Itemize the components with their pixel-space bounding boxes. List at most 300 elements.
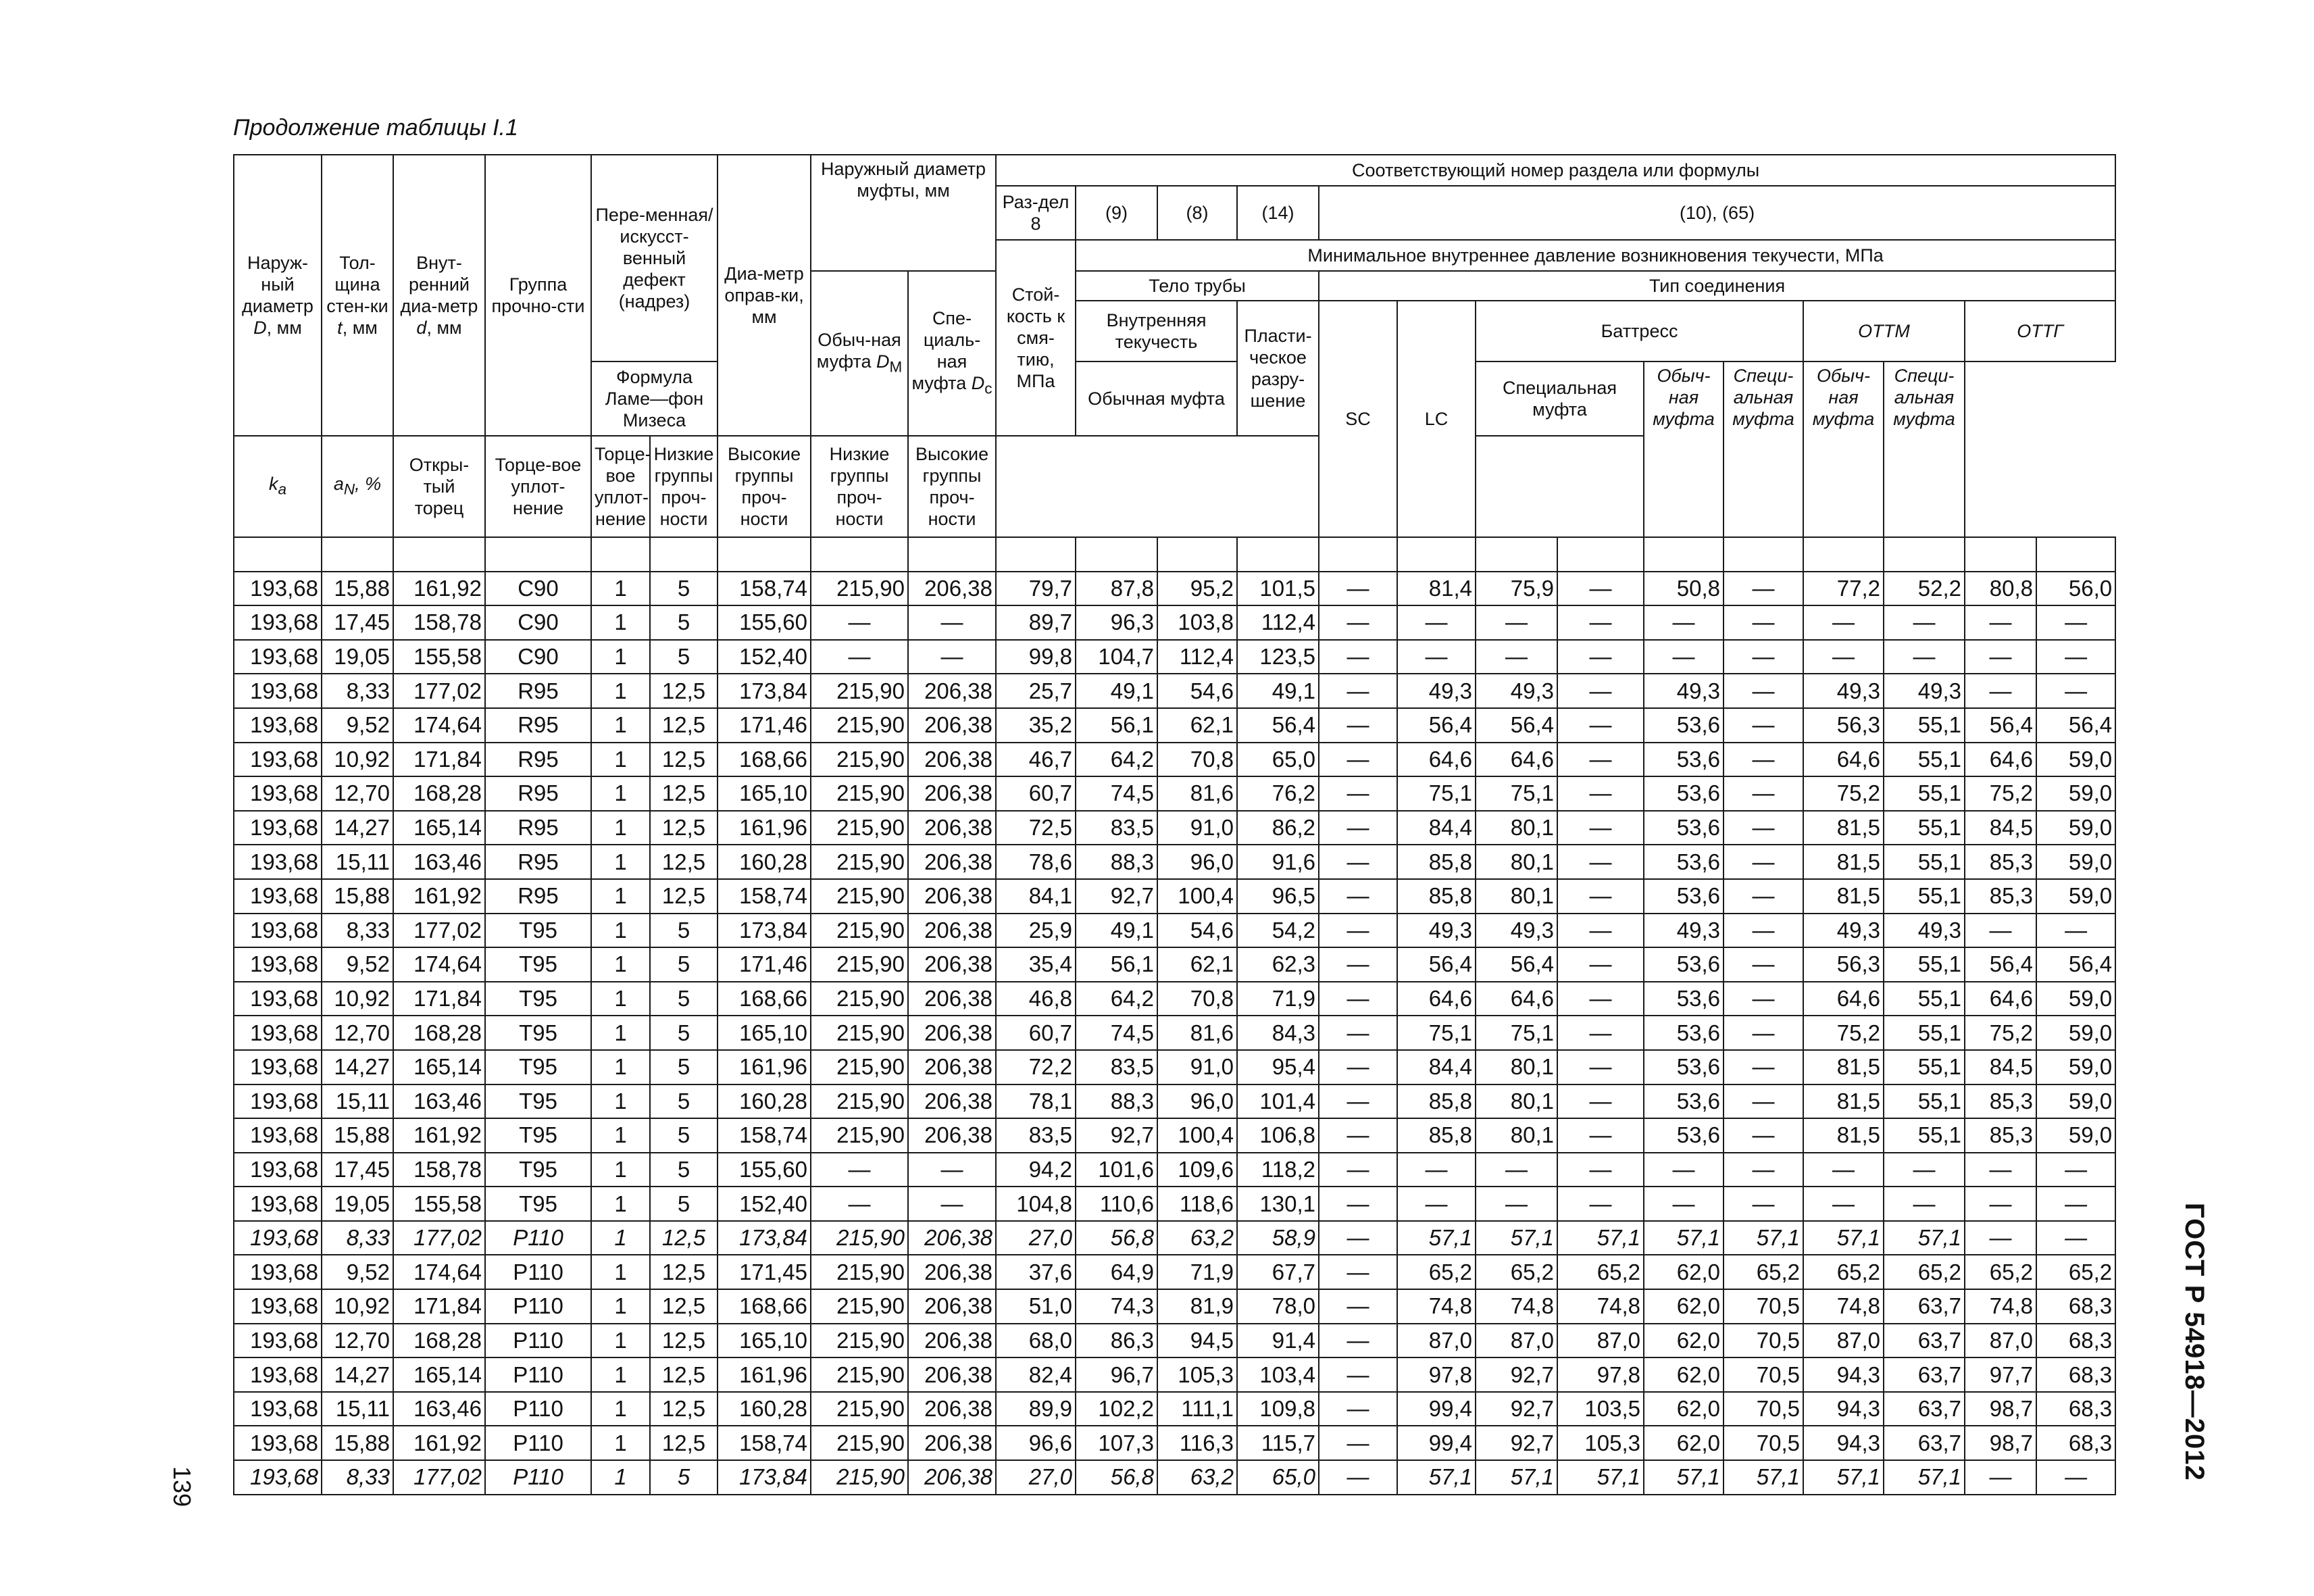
table-cell: 49,3 (1476, 674, 1557, 708)
table-cell: 74,8 (1965, 1289, 2036, 1324)
table-cell: 80,1 (1476, 1050, 1557, 1084)
table-cell: 152,40 (718, 1187, 811, 1221)
table-cell: 65,2 (1476, 1255, 1557, 1289)
table-cell: 56,4 (1476, 708, 1557, 743)
table-cell: — (1724, 811, 1803, 845)
header-ka: $k_a$ (234, 436, 322, 537)
table-cell: 68,0 (996, 1324, 1076, 1358)
table-cell: 19,05 (322, 1187, 393, 1221)
table-cell: 56,4 (1397, 947, 1476, 982)
table-row (234, 1187, 2115, 1221)
table-cell: 57,1 (1724, 1460, 1803, 1495)
table-cell: 63,2 (1157, 1221, 1237, 1255)
table-cell: 49,3 (1884, 674, 1965, 708)
table-cell: 86,2 (1237, 811, 1319, 845)
table-cell: 193,68 (234, 1392, 322, 1426)
table-cell: — (1803, 1187, 1884, 1221)
table-cell: 193,68 (234, 605, 322, 640)
header-strength-group: Группа прочно-сти (485, 155, 591, 436)
table-cell: 56,8 (1076, 1460, 1157, 1495)
table-cell: 9,52 (322, 1255, 393, 1289)
table-cell: 215,90 (811, 879, 908, 914)
table-cell: — (1557, 708, 1644, 743)
table-cell: 57,1 (1397, 1460, 1476, 1495)
table-cell: 1 (591, 879, 650, 914)
table-cell: 70,5 (1724, 1392, 1803, 1426)
table-cell: 215,90 (811, 1118, 908, 1153)
table-cell: 12,5 (650, 1426, 718, 1460)
table-cell: T95 (485, 1050, 591, 1084)
table-cell: 152,40 (718, 640, 811, 674)
table-cell: 70,5 (1724, 1357, 1803, 1392)
spacer-cell (485, 537, 591, 572)
table-cell: 193,68 (234, 982, 322, 1016)
table-cell: 96,7 (1076, 1357, 1157, 1392)
table-cell: — (811, 605, 908, 640)
table-cell: — (2036, 914, 2115, 948)
table-row (234, 811, 2115, 845)
table-cell: 15,11 (322, 1392, 393, 1426)
table-cell: — (1884, 605, 1965, 640)
table-cell: 59,0 (2036, 1118, 2115, 1153)
spacer-cell (996, 537, 1076, 572)
spacer-cell (234, 537, 322, 572)
table-cell: R95 (485, 776, 591, 811)
table-cell: 94,3 (1803, 1357, 1884, 1392)
table-cell: 56,4 (2036, 708, 2115, 743)
table-cell: 92,7 (1476, 1357, 1557, 1392)
table-cell: 84,5 (1965, 811, 2036, 845)
table-cell: — (2036, 1460, 2115, 1495)
table-cell: 173,84 (718, 1221, 811, 1255)
table-row (234, 572, 2115, 606)
table-cell: 160,28 (718, 1392, 811, 1426)
table-cell: P110 (485, 1357, 591, 1392)
table-row (234, 845, 2115, 879)
table-row (234, 1255, 2115, 1289)
spacer-cell (2036, 537, 2115, 572)
header-formula-8: (8) (1157, 186, 1237, 240)
table-cell: 173,84 (718, 674, 811, 708)
table-cell: 215,90 (811, 1255, 908, 1289)
table-cell: 12,5 (650, 879, 718, 914)
table-cell: 84,3 (1237, 1016, 1319, 1050)
table-cell: — (1884, 640, 1965, 674)
table-cell: 9,52 (322, 708, 393, 743)
header-buttress-regular: Обычная муфта (1076, 361, 1237, 436)
table-cell: 89,9 (996, 1392, 1076, 1426)
table-cell: 83,5 (996, 1118, 1076, 1153)
table-cell: 215,90 (811, 1221, 908, 1255)
table-cell: 193,68 (234, 708, 322, 743)
table-cell: 193,68 (234, 1050, 322, 1084)
table-cell: — (1724, 982, 1803, 1016)
table-cell: 158,74 (718, 1118, 811, 1153)
table-cell: T95 (485, 1153, 591, 1187)
table-cell: 91,0 (1157, 811, 1237, 845)
header-plastic-capped: Торце-вое уплот-нение (591, 436, 650, 537)
table-cell: — (1724, 674, 1803, 708)
table-cell: 53,6 (1644, 879, 1724, 914)
table-cell: 87,0 (1803, 1324, 1884, 1358)
table-cell: — (1644, 640, 1724, 674)
table-cell: 106,8 (1237, 1118, 1319, 1153)
table-cell: 193,68 (234, 776, 322, 811)
table-cell: — (1319, 1221, 1397, 1255)
table-cell: 193,68 (234, 914, 322, 948)
table-cell: 171,46 (718, 708, 811, 743)
table-cell: — (1476, 605, 1557, 640)
table-cell: 5 (650, 1016, 718, 1050)
table-cell: — (1644, 605, 1724, 640)
table-cell: 87,0 (1557, 1324, 1644, 1358)
table-cell: 101,6 (1076, 1153, 1157, 1187)
table-row (234, 1221, 2115, 1255)
table-cell: 97,8 (1557, 1357, 1644, 1392)
table-cell: — (1319, 1016, 1397, 1050)
table-cell: 64,6 (1965, 743, 2036, 777)
table-cell: 25,7 (996, 674, 1076, 708)
table-cell: 15,11 (322, 845, 393, 879)
table-cell: 53,6 (1644, 776, 1724, 811)
table-cell: 102,2 (1076, 1392, 1157, 1426)
table-cell: 85,3 (1965, 845, 2036, 879)
table-cell: 206,38 (908, 1426, 996, 1460)
table-cell: 59,0 (2036, 776, 2115, 811)
header-drift-diameter: Диа-метр оправ-ки, мм (718, 155, 811, 436)
table-cell: C90 (485, 605, 591, 640)
table-cell: 57,1 (1397, 1221, 1476, 1255)
spacer-cell (650, 537, 718, 572)
table-cell: 98,7 (1965, 1426, 2036, 1460)
table-cell: 17,45 (322, 1153, 393, 1187)
table-cell: 57,1 (1884, 1221, 1965, 1255)
table-cell: 65,2 (1557, 1255, 1644, 1289)
table-cell: 165,14 (393, 1050, 485, 1084)
table-cell: 158,74 (718, 572, 811, 606)
table-row (234, 743, 2115, 777)
table-cell: 12,5 (650, 708, 718, 743)
table-cell: 177,02 (393, 1460, 485, 1495)
table-cell: 206,38 (908, 572, 996, 606)
table-cell: 160,28 (718, 845, 811, 879)
table-cell: — (1965, 1187, 2036, 1221)
table-cell: 215,90 (811, 1050, 908, 1084)
table-cell: 160,28 (718, 1084, 811, 1119)
table-cell: 155,58 (393, 640, 485, 674)
table-cell: 56,4 (1397, 708, 1476, 743)
table-cell: 57,1 (1644, 1460, 1724, 1495)
table-cell: — (1557, 776, 1644, 811)
table-cell: 59,0 (2036, 811, 2115, 845)
table-cell: 56,0 (2036, 572, 2115, 606)
table-row (234, 1050, 2115, 1084)
table-cell: — (1965, 674, 2036, 708)
table-cell: 165,10 (718, 1324, 811, 1358)
table-cell: 103,4 (1237, 1357, 1319, 1392)
table-cell: — (1397, 605, 1476, 640)
table-cell: 75,2 (1965, 776, 2036, 811)
table-cell: 215,90 (811, 1016, 908, 1050)
table-cell: 81,5 (1803, 879, 1884, 914)
table-cell: 103,8 (1157, 605, 1237, 640)
table-cell: 19,05 (322, 640, 393, 674)
table-cell: 193,68 (234, 1289, 322, 1324)
table-cell: 77,2 (1803, 572, 1884, 606)
table-cell: 193,68 (234, 640, 322, 674)
header-formula-14: (14) (1237, 186, 1319, 240)
table-cell: 1 (591, 1084, 650, 1119)
table-cell: 70,5 (1724, 1426, 1803, 1460)
table-cell: 177,02 (393, 1221, 485, 1255)
header-coupling-od: Наружный диаметр муфты, мм (811, 155, 996, 271)
table-row (234, 605, 2115, 640)
table-cell: 72,2 (996, 1050, 1076, 1084)
table-cell: 158,74 (718, 879, 811, 914)
header-regular-coupling: Обыч-ная муфта $D_M$ (811, 271, 908, 436)
table-cell: 94,5 (1157, 1324, 1237, 1358)
header-outer-diameter: Наруж-ный диаметр D, мм (234, 155, 322, 436)
table-cell: 193,68 (234, 1460, 322, 1495)
table-cell: — (1319, 879, 1397, 914)
table-cell: — (1884, 1153, 1965, 1187)
table-cell: 63,7 (1884, 1426, 1965, 1460)
table-cell: 103,5 (1557, 1392, 1644, 1426)
table-cell: 85,8 (1397, 1084, 1476, 1119)
table-cell: — (1319, 1392, 1397, 1426)
table-cell: 155,60 (718, 605, 811, 640)
table-cell: — (2036, 640, 2115, 674)
table-cell: 74,8 (1397, 1289, 1476, 1324)
table-cell: 75,9 (1476, 572, 1557, 606)
table-cell: — (1644, 1187, 1724, 1221)
table-cell: 14,27 (322, 1050, 393, 1084)
table-cell: R95 (485, 845, 591, 879)
table-cell: 206,38 (908, 743, 996, 777)
table-cell: 123,5 (1237, 640, 1319, 674)
table-cell: 79,7 (996, 572, 1076, 606)
table-cell: 161,92 (393, 1426, 485, 1460)
header-ottm: ОТТМ (1803, 301, 1965, 361)
table-row (234, 879, 2115, 914)
table-cell: 174,64 (393, 947, 485, 982)
table-cell: 95,4 (1237, 1050, 1319, 1084)
table-cell: — (811, 1153, 908, 1187)
table-cell: 161,96 (718, 1357, 811, 1392)
table-cell: 206,38 (908, 1118, 996, 1153)
table-cell: — (908, 1187, 996, 1221)
table-cell: 193,68 (234, 947, 322, 982)
table-cell: 215,90 (811, 1426, 908, 1460)
table-cell: R95 (485, 811, 591, 845)
spacer-cell (811, 537, 908, 572)
table-cell: 215,90 (811, 1460, 908, 1495)
table-cell: — (1557, 572, 1644, 606)
table-cell: 206,38 (908, 1289, 996, 1324)
table-cell: 56,4 (1237, 708, 1319, 743)
table-cell: 99,8 (996, 640, 1076, 674)
table-cell: 49,3 (1644, 914, 1724, 948)
table-cell: 158,74 (718, 1426, 811, 1460)
table-cell: 57,1 (1557, 1221, 1644, 1255)
header-lc: LC (1397, 301, 1476, 537)
table-cell: 80,8 (1965, 572, 2036, 606)
table-cell: 163,46 (393, 845, 485, 879)
table-cell: — (1965, 914, 2036, 948)
spacer-cell (393, 537, 485, 572)
table-cell: 64,6 (1965, 982, 2036, 1016)
table-cell: 171,84 (393, 1289, 485, 1324)
table-cell: 53,6 (1644, 1084, 1724, 1119)
table-cell: 96,5 (1237, 879, 1319, 914)
table-cell: — (1965, 1221, 2036, 1255)
table-cell: 62,0 (1644, 1289, 1724, 1324)
table-cell: 57,1 (1803, 1221, 1884, 1255)
table-cell: 1 (591, 845, 650, 879)
table-cell: 67,7 (1237, 1255, 1319, 1289)
table-cell: 81,6 (1157, 776, 1237, 811)
table-cell: 12,5 (650, 1255, 718, 1289)
table-cell: 9,52 (322, 947, 393, 982)
table-cell: 64,6 (1803, 743, 1884, 777)
table-cell: 1 (591, 743, 650, 777)
table-cell: P110 (485, 1289, 591, 1324)
table-cell: 68,3 (2036, 1324, 2115, 1358)
table-cell: 193,68 (234, 1118, 322, 1153)
table-cell: 112,4 (1157, 640, 1237, 674)
table-cell: 70,5 (1724, 1324, 1803, 1358)
header-open-end: Откры-тый торец (393, 436, 485, 537)
table-row (234, 1324, 2115, 1358)
header-section-8: Раз-дел 8 (996, 186, 1076, 240)
table-cell: 55,1 (1884, 1016, 1965, 1050)
table-cell: 173,84 (718, 914, 811, 948)
table-cell: — (1557, 1153, 1644, 1187)
table-cell: 63,7 (1884, 1392, 1965, 1426)
table-cell: 84,4 (1397, 811, 1476, 845)
table-cell: 62,0 (1644, 1324, 1724, 1358)
table-cell: — (1644, 1153, 1724, 1187)
data-table (233, 154, 2116, 1495)
table-cell: 55,1 (1884, 811, 1965, 845)
table-cell: 8,33 (322, 914, 393, 948)
table-cell: 53,6 (1644, 1050, 1724, 1084)
table-cell: 87,0 (1476, 1324, 1557, 1358)
spacer-cell (1157, 537, 1237, 572)
table-cell: — (1557, 640, 1644, 674)
table-cell: R95 (485, 708, 591, 743)
header-buttress-regular-low: Низкие группы проч-ности (650, 436, 718, 537)
table-cell: 70,5 (1724, 1289, 1803, 1324)
table-cell: 5 (650, 914, 718, 948)
table-cell: 81,5 (1803, 845, 1884, 879)
table-cell: 171,84 (393, 982, 485, 1016)
table-cell: 63,7 (1884, 1357, 1965, 1392)
table-cell: 215,90 (811, 982, 908, 1016)
table-cell: 171,84 (393, 743, 485, 777)
table-cell: — (1965, 1460, 2036, 1495)
table-cell: — (1476, 1153, 1557, 1187)
table-cell: 55,1 (1884, 947, 1965, 982)
table-cell: 14,27 (322, 1357, 393, 1392)
table-cell: 1 (591, 1426, 650, 1460)
table-cell: 1 (591, 605, 650, 640)
table-cell: 215,90 (811, 914, 908, 948)
table-cell: 97,7 (1965, 1357, 2036, 1392)
table-cell: 158,78 (393, 1153, 485, 1187)
spacer-cell (1476, 537, 1557, 572)
header-ottg: ОТТГ (1965, 301, 2115, 361)
table-cell: 53,6 (1644, 1016, 1724, 1050)
table-cell: — (1319, 914, 1397, 948)
table-cell: — (1319, 1255, 1397, 1289)
table-cell: 62,0 (1644, 1426, 1724, 1460)
table-cell: — (1397, 640, 1476, 674)
table-cell: 65,2 (1803, 1255, 1884, 1289)
table-cell: — (1724, 1187, 1803, 1221)
table-cell: 56,4 (2036, 947, 2115, 982)
table-cell: 12,70 (322, 776, 393, 811)
table-cell: 15,88 (322, 879, 393, 914)
table-row (234, 1460, 2115, 1495)
table-cell: 215,90 (811, 572, 908, 606)
table-cell: 107,3 (1076, 1426, 1157, 1460)
table-cell: 85,8 (1397, 1118, 1476, 1153)
table-cell: 64,6 (1476, 743, 1557, 777)
table-cell: 85,3 (1965, 879, 2036, 914)
table-cell: — (1319, 743, 1397, 777)
table-cell: 65,2 (1397, 1255, 1476, 1289)
table-cell: 57,1 (1724, 1221, 1803, 1255)
table-cell: 68,3 (2036, 1289, 2115, 1324)
header-ottm-special: Специ-альная муфта (1724, 361, 1803, 537)
table-cell: 71,9 (1157, 1255, 1237, 1289)
table-cell: 81,6 (1157, 1016, 1237, 1050)
table-cell: 53,6 (1644, 982, 1724, 1016)
table-cell: 27,0 (996, 1460, 1076, 1495)
table-cell: — (1724, 1016, 1803, 1050)
table-cell: 101,4 (1237, 1084, 1319, 1119)
table-cell: 56,4 (1965, 708, 2036, 743)
table-cell: 55,1 (1884, 708, 1965, 743)
header-lame-mises: Формула Ламе—фон Мизеса (591, 361, 718, 436)
table-cell: — (1557, 982, 1644, 1016)
table-cell: 84,1 (996, 879, 1076, 914)
table-cell: 1 (591, 1118, 650, 1153)
table-cell: 81,9 (1157, 1289, 1237, 1324)
table-cell: 63,7 (1884, 1289, 1965, 1324)
table-cell: 65,0 (1237, 743, 1319, 777)
table-cell: 70,8 (1157, 982, 1237, 1016)
table-cell: 158,78 (393, 605, 485, 640)
table-cell: — (1724, 572, 1803, 606)
table-cell: 78,1 (996, 1084, 1076, 1119)
table-cell: 53,6 (1644, 947, 1724, 982)
spacer-cell (1076, 537, 1157, 572)
table-cell: — (1319, 605, 1397, 640)
table-cell: — (1476, 1187, 1557, 1221)
table-cell: — (811, 1187, 908, 1221)
table-cell: 63,7 (1884, 1324, 1965, 1358)
table-cell: 5 (650, 572, 718, 606)
table-cell: 85,8 (1397, 845, 1476, 879)
table-cell: 161,96 (718, 1050, 811, 1084)
table-cell: 193,68 (234, 1153, 322, 1187)
table-row (234, 640, 2115, 674)
table-cell: 206,38 (908, 674, 996, 708)
table-cell: 80,1 (1476, 879, 1557, 914)
header-buttress-regular-high: Высокие группы проч-ности (718, 436, 811, 537)
